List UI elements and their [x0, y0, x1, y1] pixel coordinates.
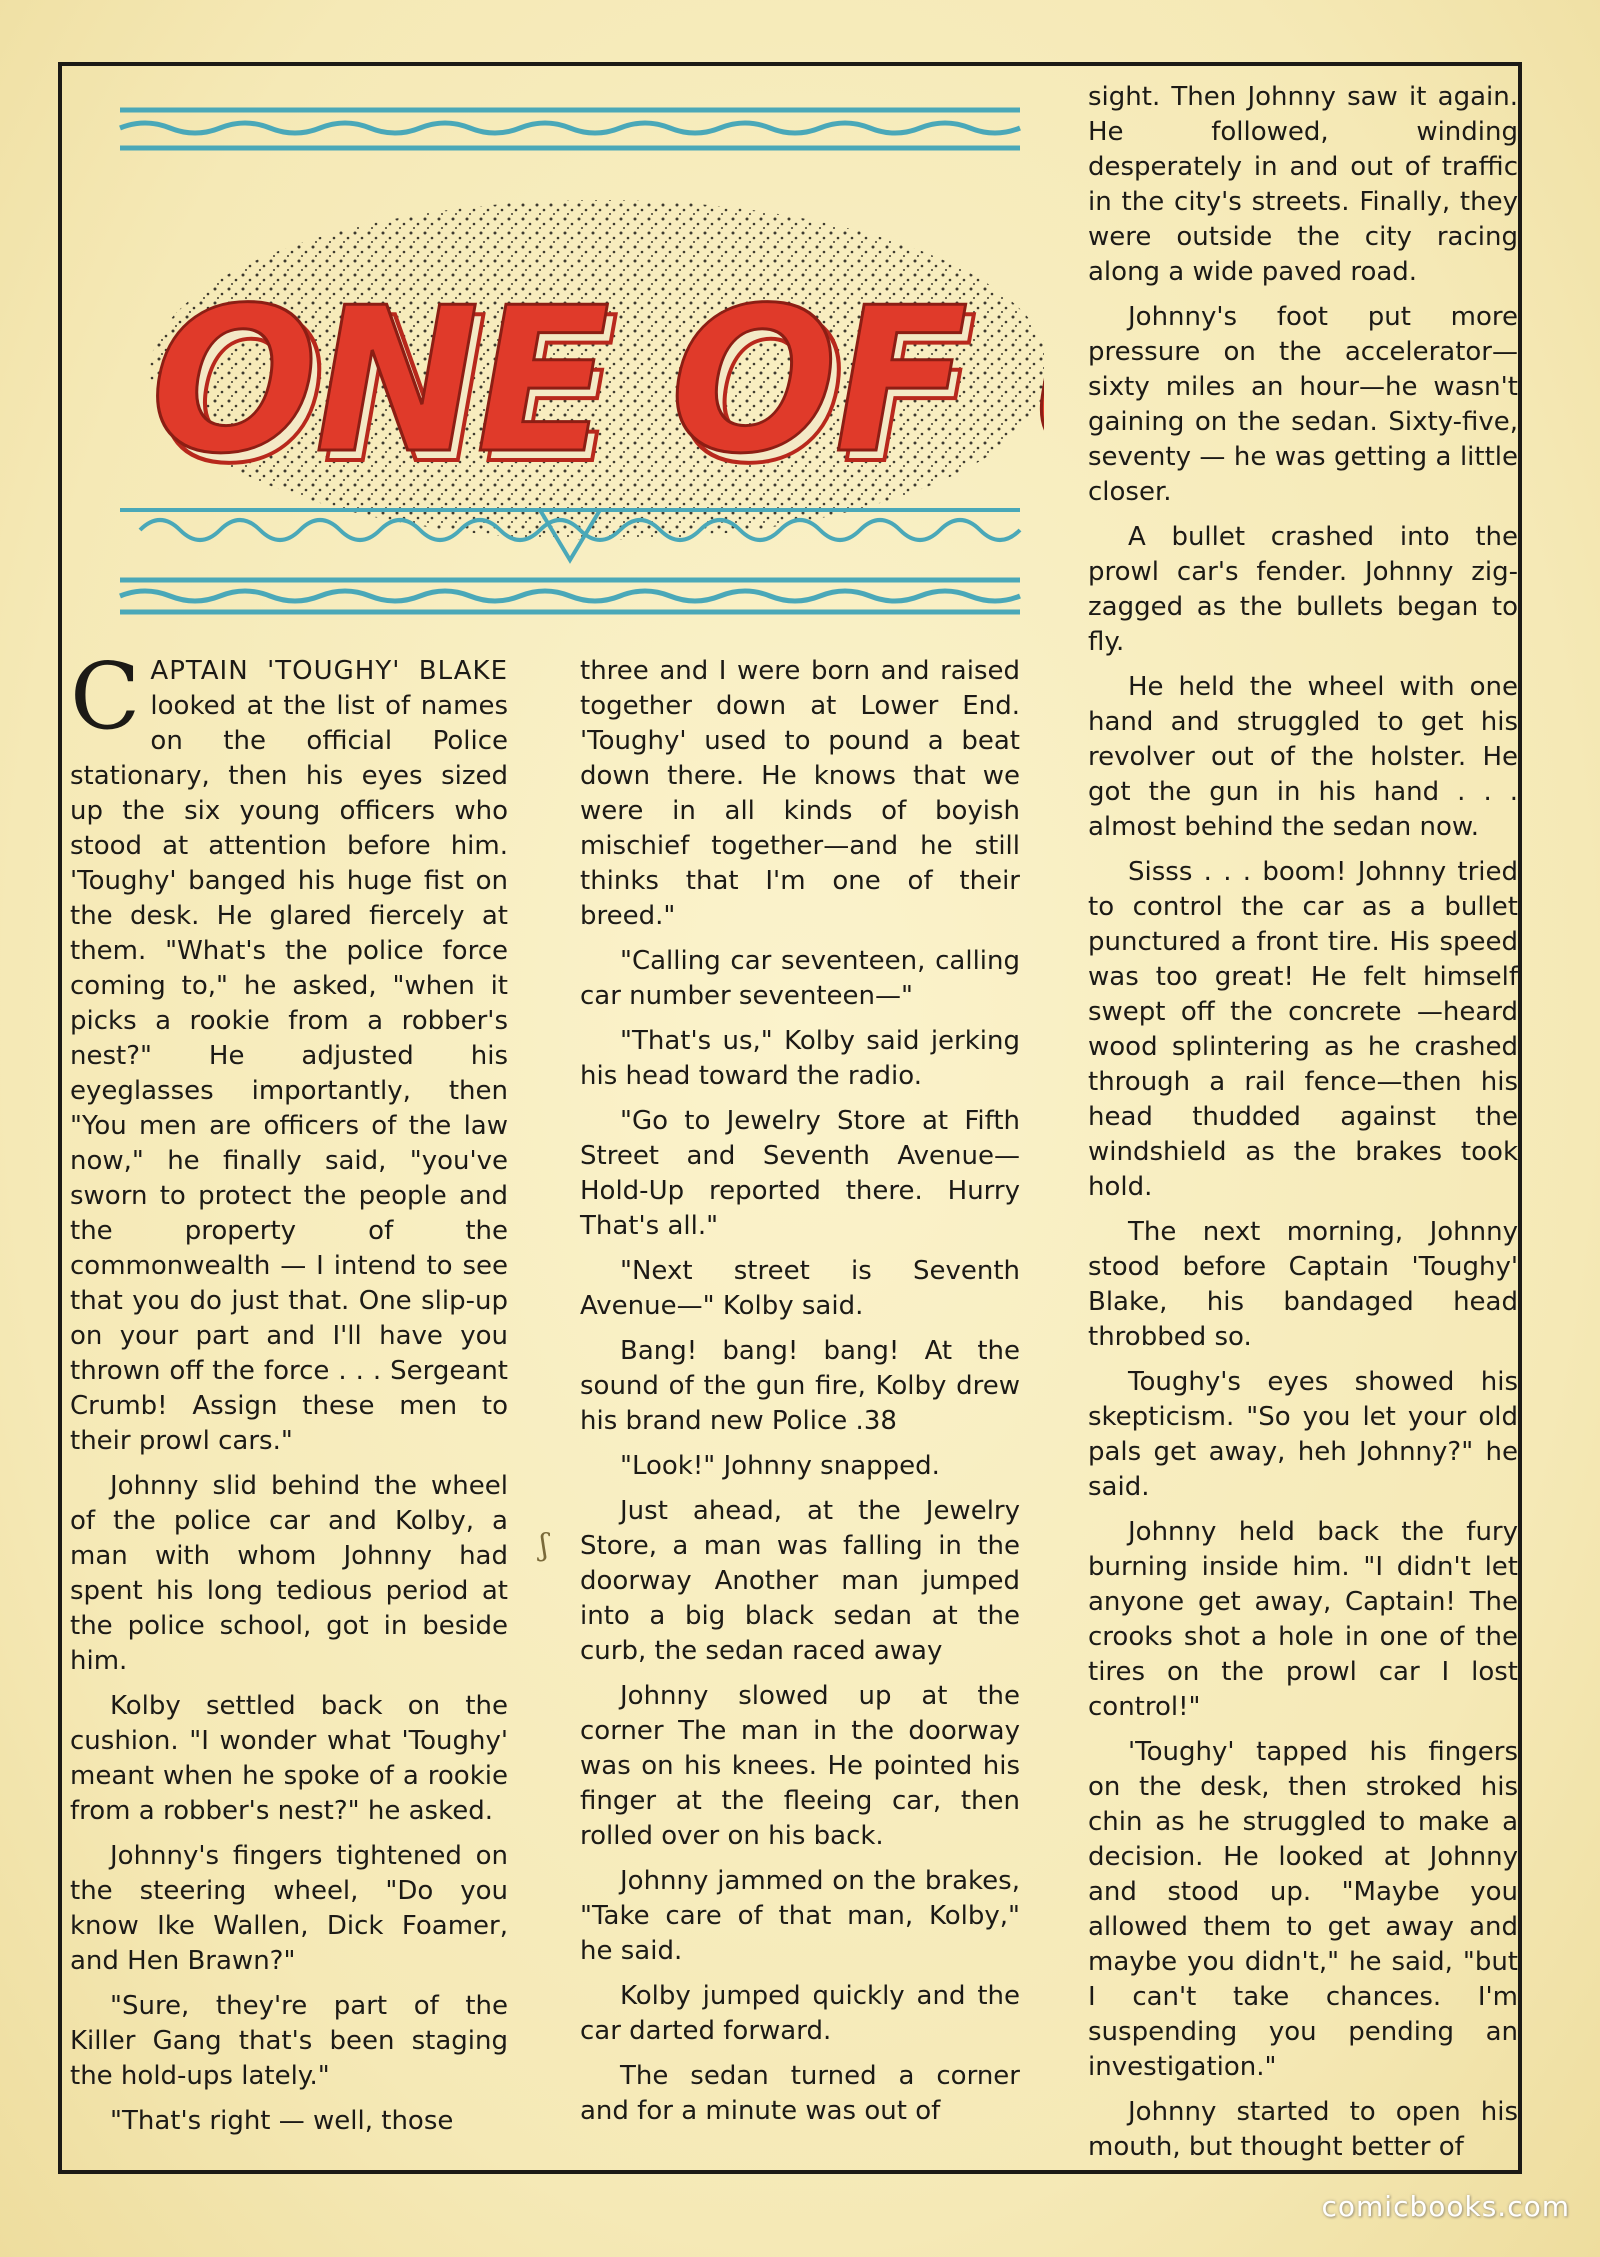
story-paragraph: Johnny started to open his mouth, but thought better of — [1088, 2097, 1518, 2162]
top-wave-ornament — [120, 110, 1020, 148]
opening-words: APTAIN 'TOUGHY' BLAKE — [150, 656, 508, 686]
story-paragraph: 'Toughy' tapped his fingers on the desk, then stroked his chin as he struggled to make a decision. He looked at Johnny and stood up. "Maybe you allowed them to get away and maybe you didn't," he said, "but I can't take chances. I'm suspending you pending an investigation." — [1088, 1737, 1518, 2082]
story-paragraph: Sisss . . . boom! Johnny tried to control the car as a bullet punctured a front tire. His speed was too great! He felt himself swept off the concrete —heard wood splintering as he crashed through a rail fence—then his head thudded against the windshield as the brakes took hold. — [1088, 857, 1518, 1202]
story-paragraph: sight. Then Johnny saw it again. He followed, winding desperately in and out of traffic in the city's streets. Finally, they were outside the city racing along a wide paved road. — [1088, 82, 1518, 287]
story-paragraph: "Next street is Seventh Avenue—" Kolby said. — [580, 1256, 1020, 1321]
story-paragraph: "Go to Jewelry Store at Fifth Street and Seventh Avenue—Hold-Up reported there. Hurry That's all." — [580, 1106, 1020, 1241]
drop-cap: C — [70, 643, 141, 750]
story-paragraph: Kolby settled back on the cushion. "I wonder what 'Toughy' meant when he spoke of a rookie from a robber's nest?" he asked. — [70, 1691, 508, 1826]
story-paragraph: Johnny's foot put more pressure on the accelerator—sixty miles an hour—he wasn't gaining on the sedan. Sixty-five, seventy — he was getting a little closer. — [1088, 302, 1518, 507]
story-paragraph: "Look!" Johnny snapped. — [620, 1451, 940, 1481]
ink-mark-icon: ʃ — [540, 1528, 549, 1563]
story-paragraph-lead — [70, 643, 508, 1459]
story-paragraph: "That's us," Kolby said jerking his head toward the radio. — [580, 1026, 1020, 1091]
story-paragraph: Kolby jumped quickly and the car darted forward. — [580, 1981, 1020, 2046]
story-column-1 — [70, 643, 508, 2164]
story-paragraph: He held the wheel with one hand and struggled to get his revolver out of the holster. He got the gun in his hand . . . almost behind the sedan now. — [1088, 672, 1518, 842]
story-paragraph: Johnny slid behind the wheel of the police car and Kolby, a man with whom Johnny had spent his long tedious period at the police school, got in beside him. — [70, 1471, 508, 1676]
title-panel — [100, 90, 1044, 620]
story-paragraph: "That's right — well, those — [110, 2106, 454, 2136]
bottom-wave-ornament — [120, 580, 1020, 612]
story-paragraph: three and I were born and raised together down at Lower End. 'Toughy' used to pound a beat down there. He knows that we were in all kinds of boyish mischief together—and he still thinks that I'm one of their breed." — [580, 656, 1020, 931]
title-lettering — [128, 264, 1044, 507]
story-paragraph: The next morning, Johnny stood before Captain 'Toughy' Blake, his bandaged head throbbed so. — [1088, 1217, 1518, 1352]
story-paragraph: Johnny's fingers tightened on the steering wheel, "Do you know Ike Wallen, Dick Foamer, and Hen Brawn?" — [70, 1841, 508, 1976]
story-column-2 — [580, 654, 1020, 2164]
story-paragraph: "Sure, they're part of the Killer Gang that's been staging the hold-ups lately." — [70, 1991, 508, 2091]
story-column-3 — [1088, 80, 1518, 2170]
story-paragraph: "Calling car seventeen, calling car number seventeen—" — [580, 946, 1020, 1011]
story-paragraph: A bullet crashed into the prowl car's fender. Johnny zig-zagged as the bullets began to fly. — [1088, 522, 1518, 657]
title-text: ONE OF US — [128, 264, 1044, 498]
story-paragraph: Johnny slowed up at the corner The man in the doorway was on his knees. He pointed his finger at the fleeing car, then rolled over on his back. — [580, 1681, 1020, 1851]
story-paragraph: Johnny jammed on the brakes, "Take care of that man, Kolby," he said. — [580, 1866, 1020, 1966]
story-paragraph: Toughy's eyes showed his skepticism. "So you let your old pals get away, heh Johnny?" he said. — [1088, 1367, 1518, 1502]
story-paragraph: Johnny held back the fury burning inside him. "I didn't let anyone get away, Captain! The crooks shot a hole in one of the tires on the prowl car I lost control!" — [1088, 1517, 1518, 1722]
svg-text:ONE OF US: ONE OF US — [136, 274, 1044, 508]
story-paragraph: looked at the list of names on the official Police stationary, then his eyes sized up the six young officers who stood at attention before him. 'Toughy' banged his huge fist on the desk. He glared fiercely at them. "What's the police force coming to," he asked, "when it picks a rookie from a robber's nest?" He adjusted his eyeglasses importantly, then "You men are officers of the law now," he finally said, "you've sworn to protect the people and the property of the commonwealth — I intend to see that you do just that. One slip-up on your part and I'll have you thrown off the force . . . Sergeant Crumb! Assign these men to their prowl cars." — [70, 691, 508, 1456]
site-watermark: comicbooks.com — [1321, 2190, 1570, 2223]
story-paragraph: The sedan turned a corner and for a minute was out of — [580, 2061, 1020, 2126]
story-paragraph: Bang! bang! bang! At the sound of the gun fire, Kolby drew his brand new Police .38 — [580, 1336, 1020, 1436]
story-paragraph: Just ahead, at the Jewelry Store, a man was falling in the doorway Another man jumped into a big black sedan at the curb, the sedan raced away — [580, 1496, 1020, 1666]
title-artwork — [100, 90, 1044, 620]
